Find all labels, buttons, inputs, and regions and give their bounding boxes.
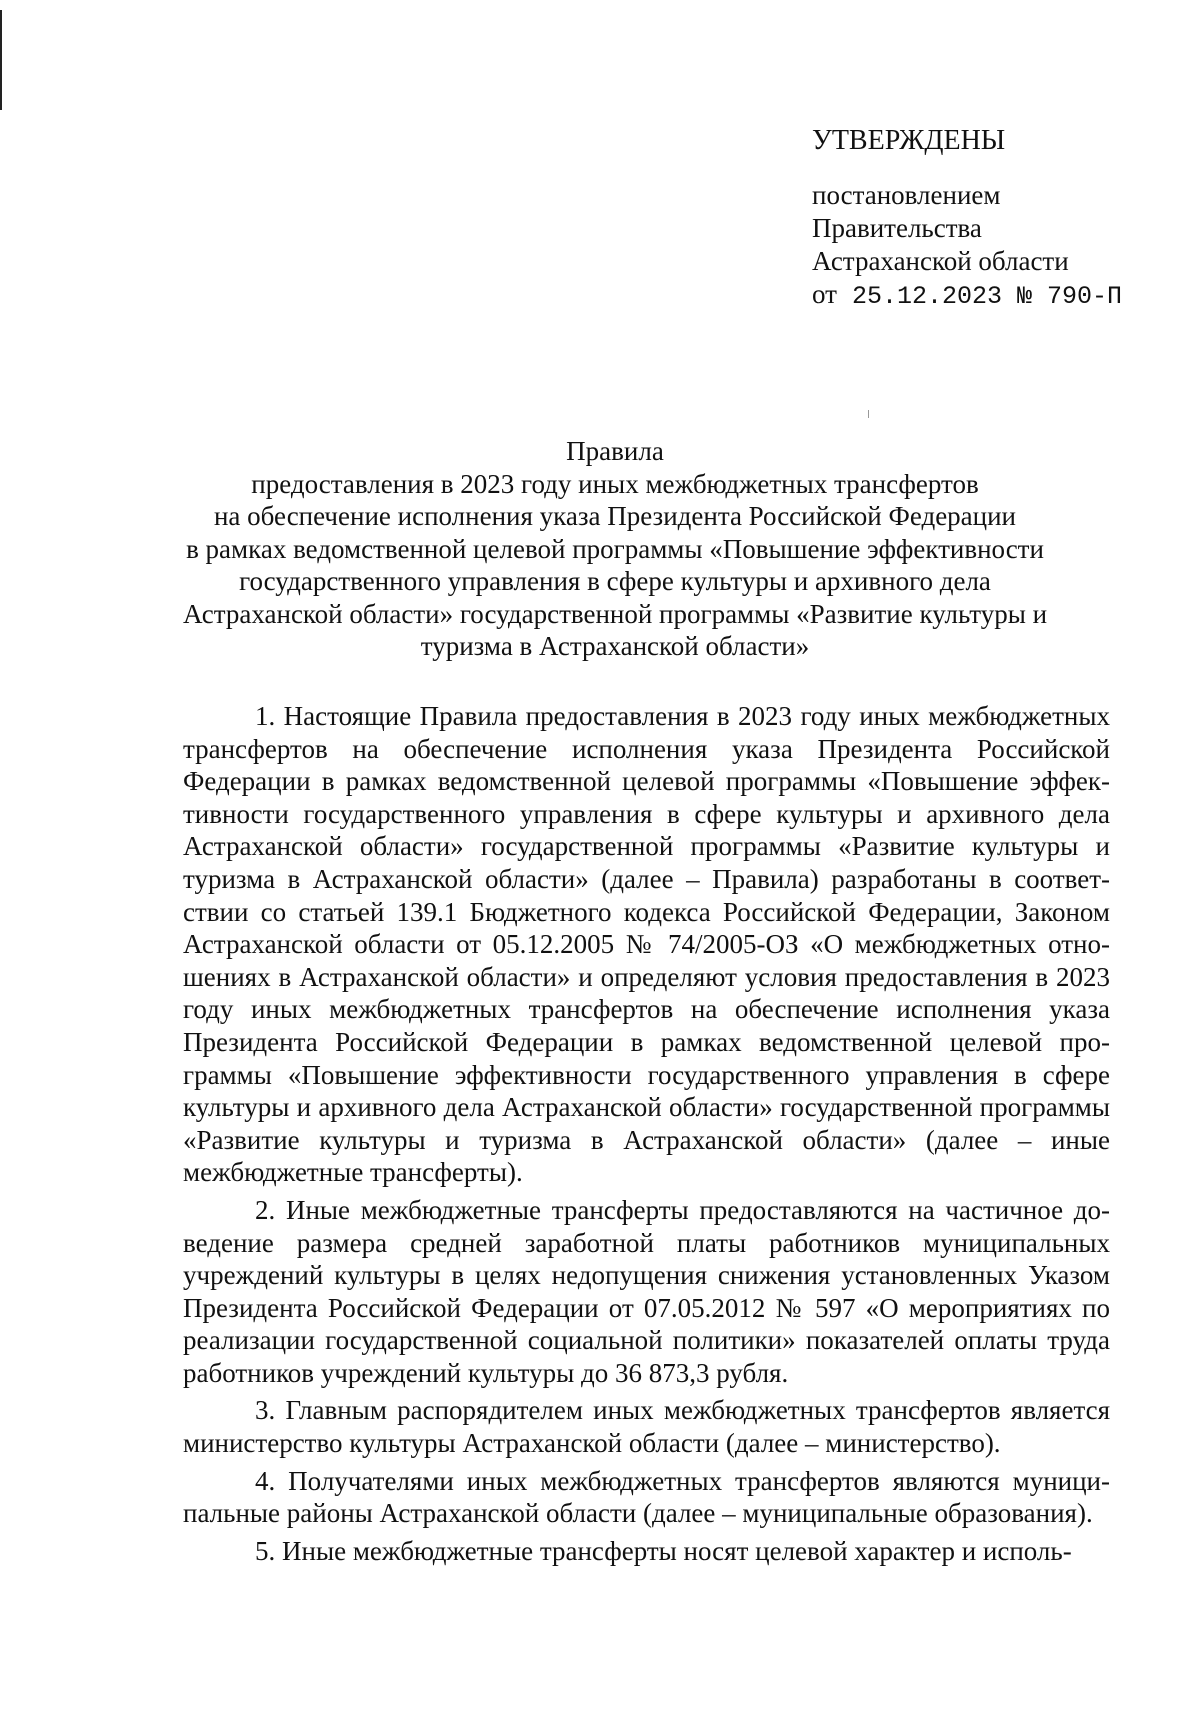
title-line-4: государственного управления в сфере культуры и архивного дела: [239, 566, 991, 596]
paragraph-2: 2. Иные межбюджетные трансферты предоставляются на частичное доведение размера средней заработной платы работников муниципальных учреждений культуры в целях недопущения снижения установленных Указом Президента Российской Федерации от 07.05.2012 № 597 «О мероприятиях по реализации государственной социальной политики» показателей оплаты труда работников учреждений культуры до 36 873,3 рубля.: [183, 1194, 1110, 1388]
scan-edge-mark: [0, 10, 2, 110]
document-title: [130, 435, 1100, 663]
approval-heading: УТВЕРЖДЕНЫ: [812, 125, 1006, 156]
paragraph-5: 5. Иные межбюджетные трансферты носят целевой характер и исполь-: [255, 1535, 1072, 1566]
approval-date-prefix: от: [812, 279, 837, 309]
approval-date-value: 25.12.2023 № 790-П: [851, 282, 1123, 311]
approval-line-3: Астраханской области: [812, 246, 1069, 276]
scan-dot-mark: [868, 410, 869, 418]
paragraph-3: 3. Главным распорядителем иных межбюджетных трансфертов является министерство культуры Астраханской области (далее – министерство).: [183, 1395, 1110, 1459]
title-line-5: Астраханской области» государственной программы «Развитие культуры и: [182, 598, 1048, 629]
title-line-6: туризма в Астраханской области»: [420, 631, 810, 661]
paragraph-1: 1. Настоящие Правила предоставления в 2023 году иных межбюджетных трансфертов на обеспечение исполнения указа Президента Российской Федерации в рамках ведомственной целевой программы «Повышение эффективности государственного управления в сфере культуры и архивного дела Астраханской области» государственной программы «Развитие культуры и туризма в Астраханской области» (далее – Правила) разработаны в соответствии со статьей 139.1 Бюджетного кодекса Российской Федерации, Законом Астраханской области от 05.12.2005 № 74/2005-ОЗ «О межбюджетных отношениях в Астраханской области» и определяют условия предоставления в 2023 году иных межбюджетных трансфертов на обеспечение исполнения указа Президента Российской Федерации в рамках ведомственной целевой программы «Повышение эффективности государственного управления в сфере культуры и архивного дела Астраханской области» государственной программы «Развитие культуры и туризма в Астраханской области» (далее – иные межбюджетные трансферты).: [183, 701, 1110, 1188]
approval-line-1: постановлением: [812, 180, 1001, 210]
document-body: [183, 700, 1110, 1572]
approval-date-line: [812, 278, 1172, 313]
title-line-2: на обеспечение исполнения указа Президента Российской Федерации: [213, 501, 1017, 531]
paragraph-4: 4. Получателями иных межбюджетных трансфертов являются муниципальные районы Астраханской области (далее – муниципальные образования).: [183, 1465, 1110, 1529]
title-line-3: в рамках ведомственной целевой программы «Повышение эффективности: [186, 533, 1044, 564]
title-word: Правила: [566, 436, 664, 466]
title-line-1: предоставления в 2023 году иных межбюджетных трансфертов: [251, 468, 979, 499]
approval-line-2: Правительства: [812, 213, 982, 243]
approval-stamp-block: [812, 124, 1172, 313]
